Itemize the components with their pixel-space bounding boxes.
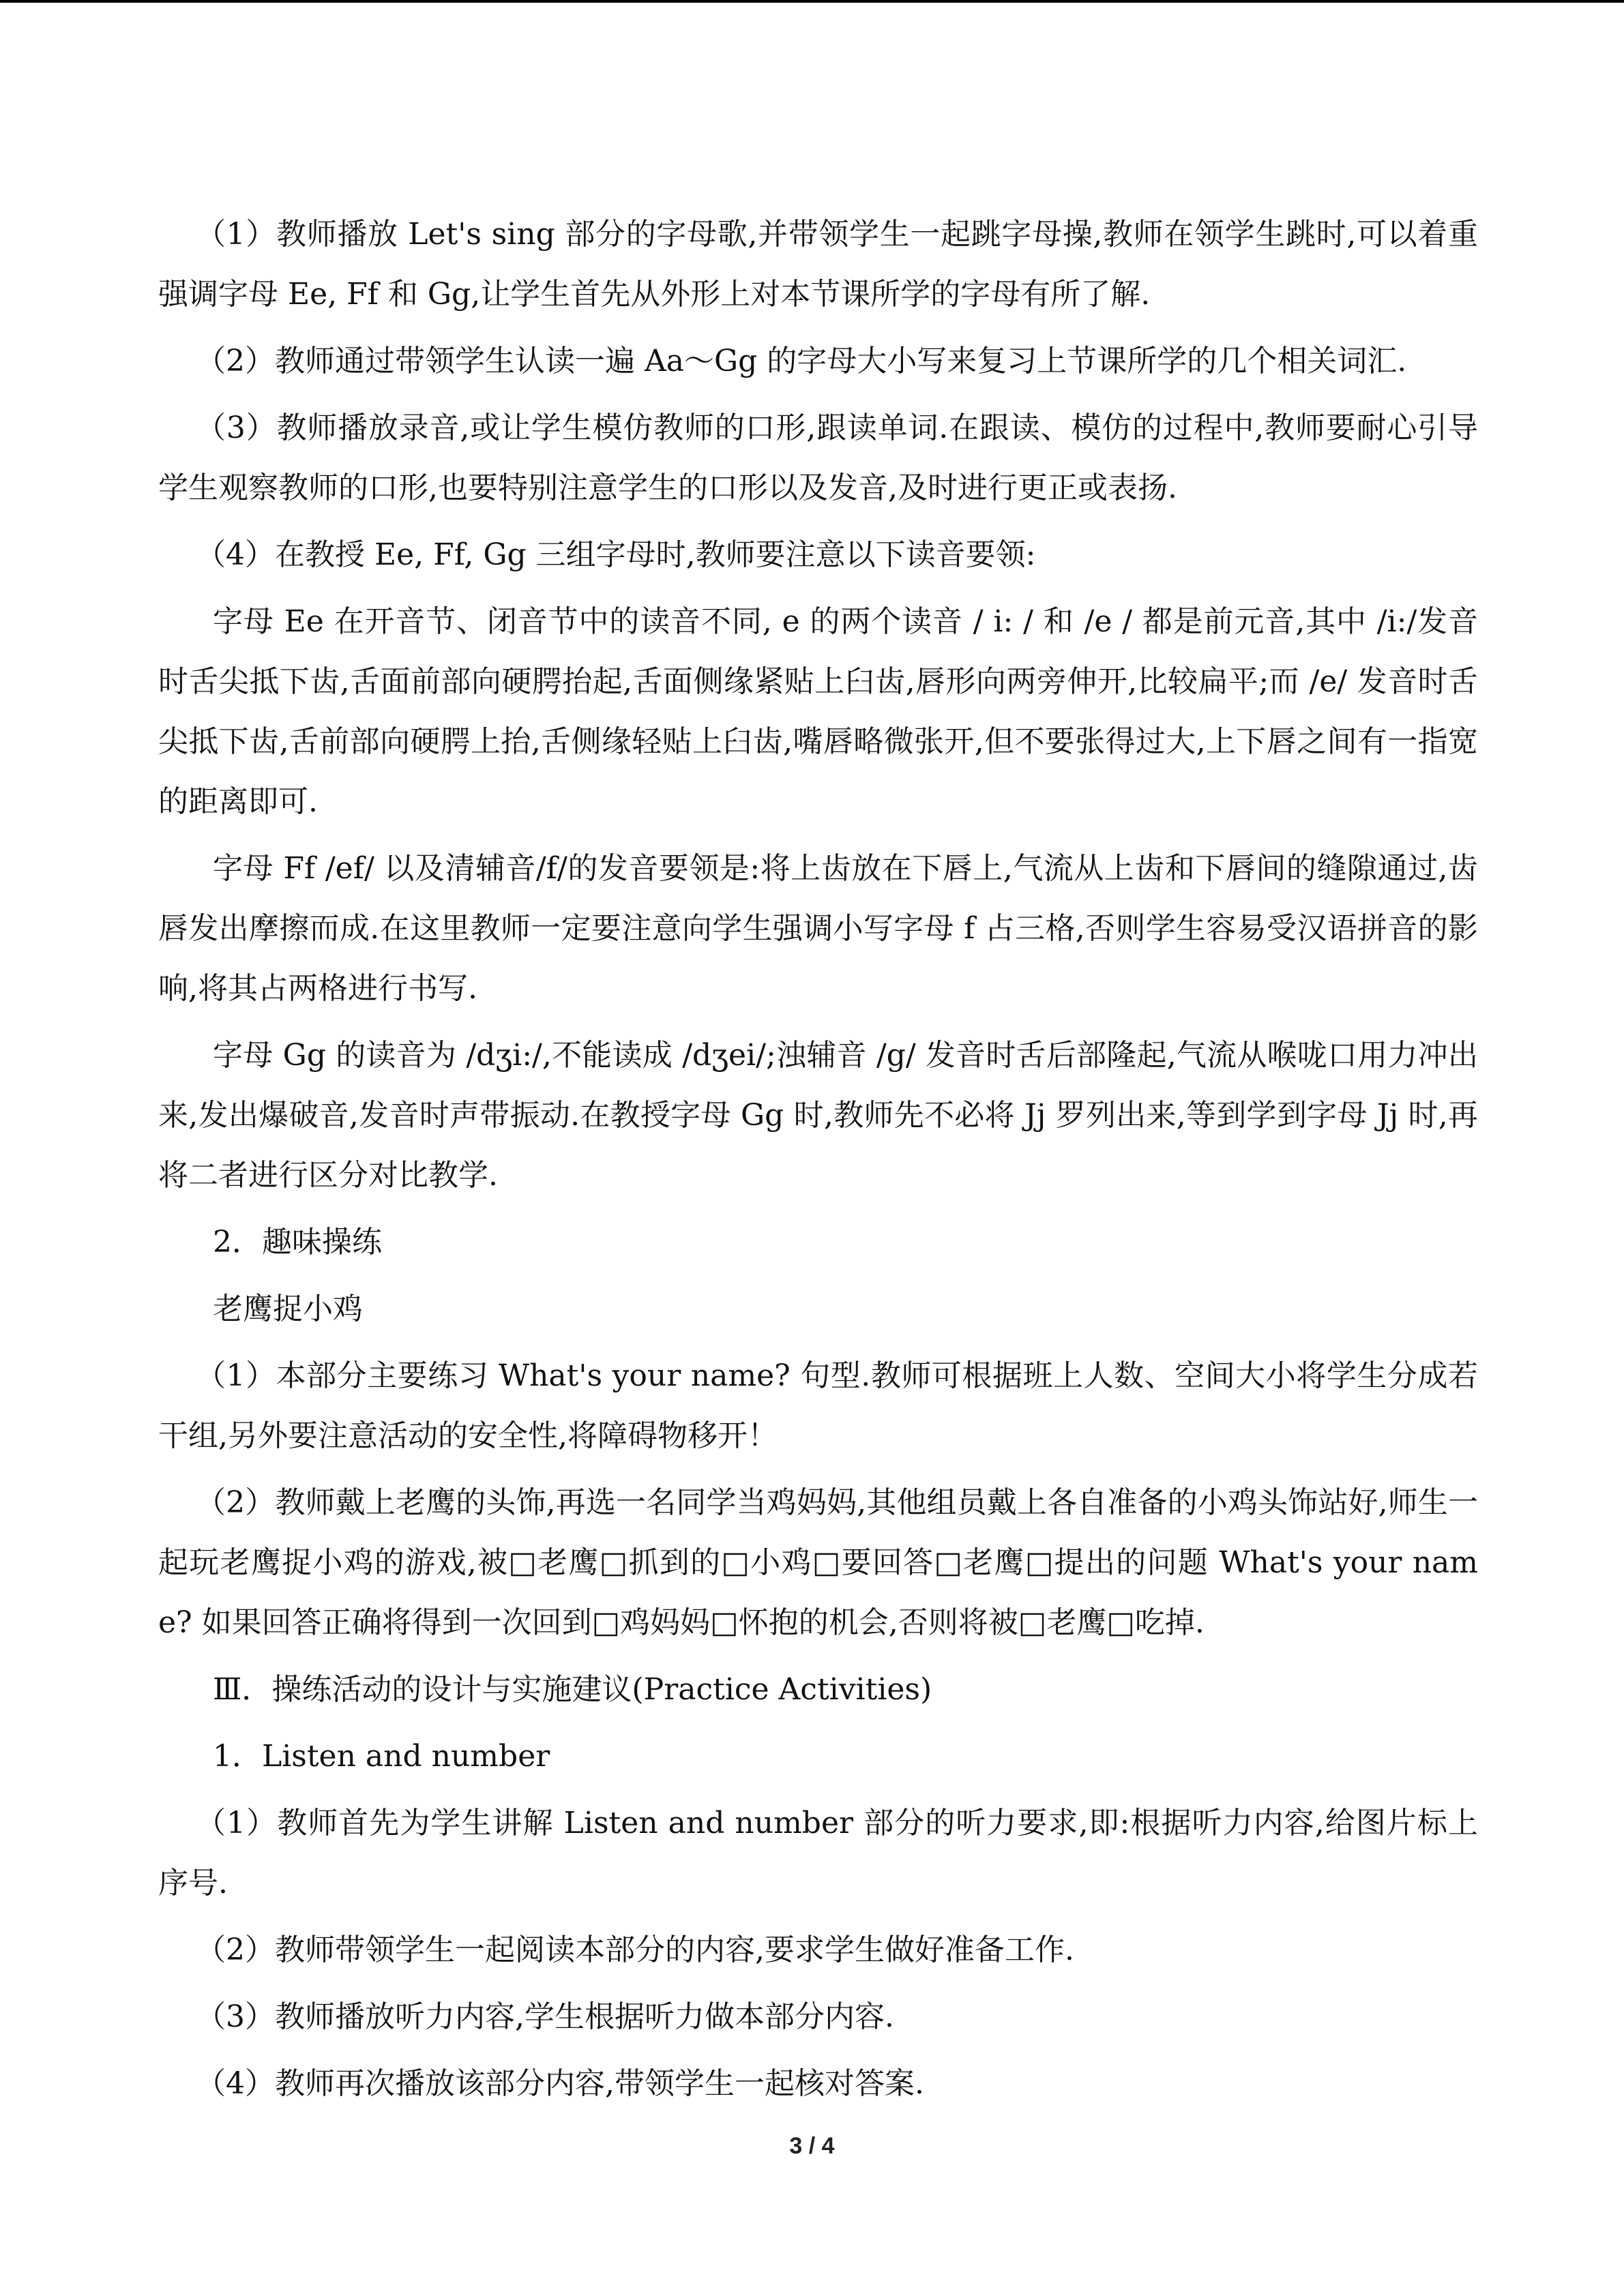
paragraph: （4）教师再次播放该部分内容,带领学生一起核对答案. (196, 2066, 924, 2101)
paragraph: （3）教师播放听力内容,学生根据听力做本部分内容. (196, 1999, 894, 2034)
top-border-line (0, 0, 1624, 3)
paragraph: （1）教师播放 Let's sing 部分的字母歌,并带领学生一起跳字母操,教师在领学生跳时,可以着重强调字母 Ee, Ff 和 Gg,让学生首先从外形上对本节课所学的字母有所了解. (158, 217, 1478, 312)
paragraph: （3）教师播放录音,或让学生模仿教师的口形,跟读单词.在跟读、模仿的过程中,教师要耐心引导学生观察教师的口形,也要特别注意学生的口形以及发音,及时进行更正或表扬. (158, 411, 1478, 505)
paragraph: （4）在教授 Ee, Ff, Gg 三组字母时,教师要注意以下读音要领: (196, 537, 1036, 572)
section-heading: 2．趣味操练 (213, 1225, 382, 1259)
paragraph: 字母 Ee 在开音节、闭音节中的读音不同, e 的两个读音 / i: / 和 /e / 都是前元音,其中 /i:/发音时舌尖抵下齿,舌面前部向硬腭抬起,舌面侧缘紧贴上臼齿,唇形向两旁伸开,比较扁平;而 /e/ 发音时舌尖抵下齿,舌前部向硬腭上抬,舌侧缘轻贴上臼齿,嘴唇略微张开,但不要张得过大,上下唇之间有一指宽的距离即可. (158, 604, 1478, 819)
paragraph: （1）教师首先为学生讲解 Listen and number 部分的听力要求,即:根据听力内容,给图片标上序号. (158, 1806, 1478, 1900)
activity-title: 老鹰捉小鸡 (213, 1292, 363, 1326)
section-heading: Ⅲ．操练活动的设计与实施建议(Practice Activities) (213, 1672, 932, 1707)
paragraph: （1）本部分主要练习 What's your name? 句型.教师可根据班上人数、空间大小将学生分成若干组,另外要注意活动的安全性,将障碍物移开！ (158, 1358, 1478, 1453)
paragraph: 字母 Gg 的读音为 /dʒi:/,不能读成 /dʒei/;浊辅音 /g/ 发音时舌后部隆起,气流从喉咙口用力冲出来,发出爆破音,发音时声带振动.在教授字母 Gg 时,教师先不必将 Jj 罗列出来,等到学到字母 Jj 时,再将二者进行区分对比教学. (158, 1038, 1478, 1193)
document-body (158, 205, 1478, 2121)
subsection-heading: 1．Listen and number (213, 1739, 550, 1774)
paragraph: （2）教师通过带领学生认读一遍 Aa～Gg 的字母大小写来复习上节课所学的几个相关词汇. (196, 344, 1407, 378)
paragraph: 字母 Ff /ef/ 以及清辅音/f/的发音要领是:将上齿放在下唇上,气流从上齿和下唇间的缝隙通过,齿唇发出摩擦而成.在这里教师一定要注意向学生强调小写字母 f 占三格,否则学生容易受汉语拼音的影响,将其占两格进行书写. (158, 851, 1478, 1006)
page-number: 3 / 4 (789, 2133, 835, 2159)
paragraph: （2）教师带领学生一起阅读本部分的内容,要求学生做好准备工作. (196, 1933, 1074, 1967)
paragraph: （2）教师戴上老鹰的头饰,再选一名同学当鸡妈妈,其他组员戴上各自准备的小鸡头饰站好,师生一起玩老鹰捉小鸡的游戏,被□老鹰□抓到的□小鸡□要回答□老鹰□提出的问题 What's your name? 如果回答正确将得到一次回到□鸡妈妈□怀抱的机会,否则将被□老鹰□吃掉. (158, 1485, 1478, 1640)
